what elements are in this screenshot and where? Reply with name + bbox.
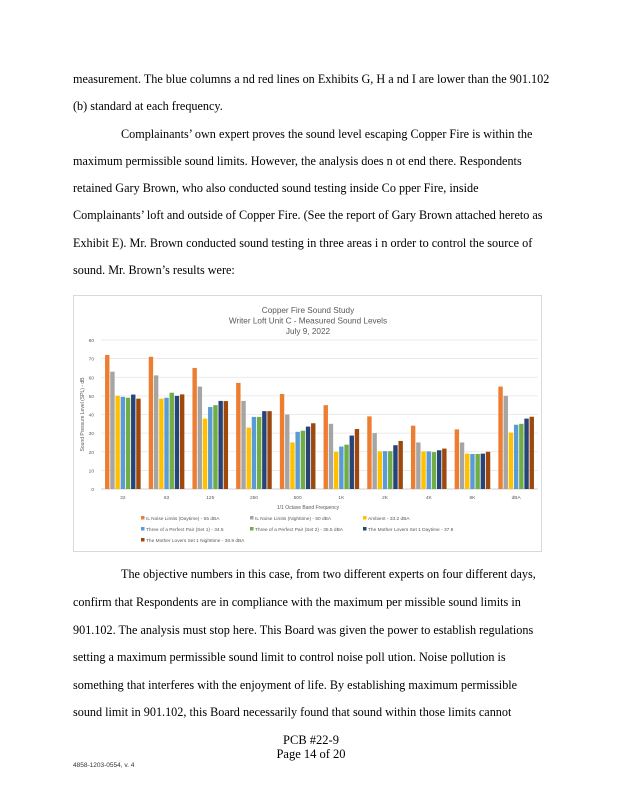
- paragraph-line: sound limit in 901.102, this Board necessarily found that sound within those limits cannot: [73, 705, 512, 719]
- bar: [131, 395, 135, 489]
- legend-swatch: [363, 516, 367, 520]
- bar: [339, 447, 343, 489]
- bar: [198, 387, 202, 489]
- bar: [267, 411, 271, 489]
- paragraph-line: (b) standard at each frequency.: [73, 99, 223, 113]
- paragraph-line: confirm that Respondents are in compliance with the maximum per missible sound limits in: [73, 595, 521, 609]
- bar: [432, 452, 436, 489]
- bar: [421, 451, 425, 489]
- legend-label: The Mother Lovers Set 1 Daytime - 37.9: [368, 528, 454, 533]
- bar: [388, 451, 392, 489]
- x-tick-label: 8K: [469, 496, 476, 501]
- bar: [213, 405, 217, 489]
- paragraph-line: 901.102. The analysis must stop here. This Board was given the power to establish regulations: [73, 623, 534, 637]
- bar: [110, 372, 114, 489]
- bar: [372, 433, 376, 489]
- legend-swatch: [141, 527, 145, 531]
- bar: [350, 436, 354, 489]
- bar: [192, 368, 196, 489]
- y-tick-label: 10: [88, 469, 94, 475]
- legend-swatch: [363, 527, 367, 531]
- bar: [514, 425, 518, 489]
- bar: [218, 401, 222, 489]
- legend-label: The Mother Lovers Set 1 Nighttime - 38.9 dBA: [146, 539, 245, 544]
- bar: [519, 424, 523, 489]
- bar: [329, 424, 333, 489]
- bar: [290, 442, 294, 489]
- bar: [285, 415, 289, 490]
- bar: [236, 383, 240, 489]
- bar: [159, 399, 163, 489]
- bar: [324, 405, 328, 489]
- bar: [344, 445, 348, 489]
- y-tick-label: 70: [88, 357, 94, 363]
- paragraph-line: sound. Mr. Brown’s results were:: [73, 263, 235, 277]
- bar: [149, 357, 153, 489]
- x-tick-label: 125: [206, 496, 215, 501]
- bar: [175, 396, 179, 489]
- bar: [481, 454, 485, 489]
- legend-label: Three of a Perfect Pair (Set 1) - 34.5: [146, 528, 224, 533]
- bar: [170, 393, 174, 489]
- legend-label: Three of a Perfect Pair (Set 2) - 35.5 dBA: [255, 528, 343, 533]
- y-tick-label: 50: [88, 394, 94, 400]
- paragraph-line: maximum permissible sound limits. However, the analysis does n ot end there. Respondents: [73, 154, 522, 168]
- x-tick-label: dBA: [511, 496, 521, 501]
- chart-svg: [74, 296, 543, 553]
- chart-title: July 9, 2022: [285, 327, 331, 336]
- paragraph-line: Exhibit E). Mr. Brown conducted sound testing in three areas i n order to control the source of: [73, 236, 533, 250]
- bar: [247, 428, 251, 489]
- y-tick-label: 60: [88, 376, 94, 382]
- y-tick-label: 40: [88, 413, 94, 419]
- legend-label: IL Noise Limits (Daytime) - 55 dBA: [146, 517, 220, 522]
- bar: [398, 441, 402, 489]
- bar: [411, 426, 415, 489]
- paragraph-line: retained Gary Brown, who also conducted sound testing inside Co pper Fire, inside: [73, 181, 479, 195]
- footer-case-number: PCB #22-9: [283, 733, 339, 747]
- y-tick-label: 30: [88, 432, 94, 438]
- bar: [208, 407, 212, 489]
- x-tick-label: 63: [163, 496, 170, 501]
- bar: [355, 429, 359, 489]
- x-tick-label: 4K: [425, 496, 432, 501]
- bar: [121, 397, 125, 489]
- bar: [524, 419, 528, 489]
- bar: [334, 452, 338, 489]
- x-tick-label: 32: [120, 496, 126, 501]
- bar: [105, 355, 109, 489]
- bar: [455, 429, 459, 489]
- bar: [427, 451, 431, 489]
- bar: [280, 394, 284, 489]
- bar: [126, 398, 130, 489]
- legend-swatch: [250, 527, 254, 531]
- legend-swatch: [141, 516, 145, 520]
- bar: [393, 445, 397, 489]
- bar: [252, 417, 256, 489]
- bar: [437, 450, 441, 489]
- bar: [301, 431, 305, 489]
- paragraph-line: measurement. The blue columns a nd red lines on Exhibits G, H a nd I are lower than the 901.102: [73, 72, 550, 86]
- bar: [306, 427, 310, 489]
- footer-page-number: Page 14 of 20: [276, 747, 346, 761]
- legend-swatch: [141, 538, 145, 542]
- bar: [530, 417, 534, 489]
- y-tick-label: 20: [88, 450, 94, 456]
- bar: [311, 423, 315, 489]
- sound-study-chart: [73, 295, 542, 552]
- bar: [257, 417, 261, 489]
- bar: [470, 454, 474, 489]
- bar: [224, 401, 228, 489]
- bar: [498, 387, 502, 489]
- bar: [383, 451, 387, 489]
- bar: [460, 442, 464, 489]
- bar: [475, 454, 479, 489]
- bar: [154, 375, 158, 489]
- legend-label: Ambient - 33.2 dBA: [368, 517, 410, 522]
- legend-label: IL Noise Limits (Nighttime) - 50 dBA: [255, 517, 332, 522]
- x-tick-label: 2K: [382, 496, 388, 501]
- x-tick-label: 1K: [338, 496, 345, 501]
- bar: [378, 451, 382, 489]
- footer-doc-id: 4858-1203-0554, v. 4: [73, 762, 135, 769]
- paragraph-line: something that interferes with the enjoyment of life. By establishing maximum permissible: [73, 678, 518, 692]
- chart-title: Copper Fire Sound Study: [261, 306, 355, 315]
- chart-title: Writer Loft Unit C - Measured Sound Levels: [228, 316, 388, 326]
- paragraph-line: setting a maximum permissible sound limit to control noise poll ution. Noise pollution is: [73, 650, 506, 664]
- paragraph-line: Complainants’ loft and outside of Copper Fire. (See the report of Gary Brown attached hereto as: [73, 208, 543, 222]
- bar: [164, 398, 168, 489]
- bar: [295, 432, 299, 489]
- paragraph-line: The objective numbers in this case, from two different experts on four different days,: [121, 567, 536, 581]
- bar: [115, 396, 119, 489]
- bar: [262, 411, 266, 489]
- bar: [442, 449, 446, 489]
- legend-swatch: [250, 516, 254, 520]
- bar: [203, 419, 207, 489]
- bar: [509, 433, 513, 489]
- bar: [416, 442, 420, 489]
- y-axis-label: Sound Pressure Level (SPL) - dB: [80, 377, 86, 452]
- bar: [367, 416, 371, 489]
- bar: [486, 452, 490, 489]
- y-tick-label: 80: [88, 339, 94, 344]
- bar: [465, 454, 469, 489]
- bar: [180, 394, 184, 489]
- x-axis-label: 1/1 Octave Band Frequency: [276, 505, 340, 511]
- x-tick-label: 500: [293, 496, 302, 501]
- paragraph-line: Complainants’ own expert proves the sound level escaping Copper Fire is within the: [121, 127, 533, 141]
- bar: [136, 399, 140, 489]
- bar: [241, 401, 245, 489]
- y-tick-label: 0: [91, 488, 94, 493]
- bar: [504, 396, 508, 489]
- x-tick-label: 250: [249, 496, 258, 501]
